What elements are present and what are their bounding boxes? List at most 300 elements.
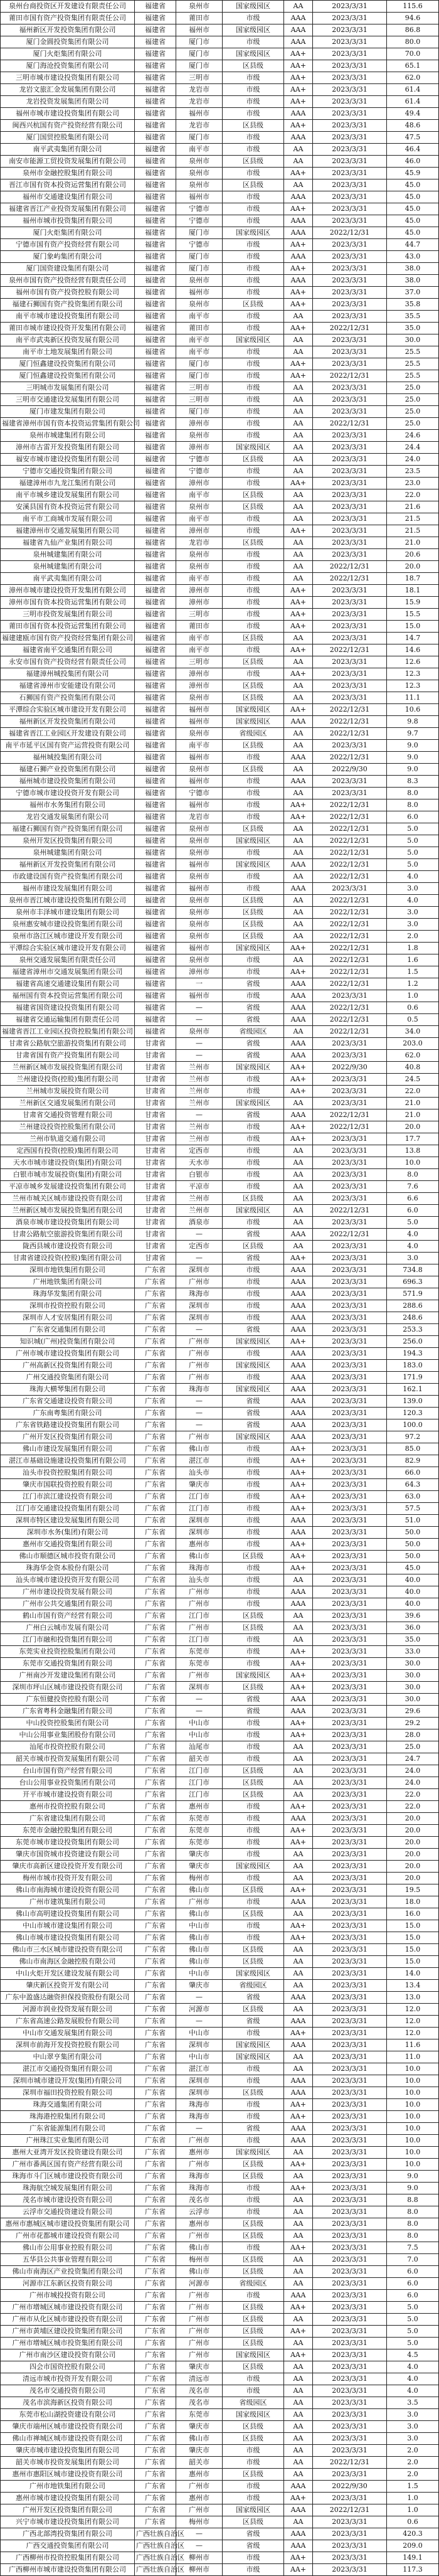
city-cell: 珠海市: [176, 2171, 223, 2183]
province-cell: 广东省: [135, 1825, 176, 1837]
city-cell: 南平市: [176, 644, 223, 656]
table-row: [1, 24, 439, 36]
city-cell: 汕头市: [176, 1574, 223, 1586]
credit-rating-cell: AAA: [284, 978, 313, 990]
province-cell: 广东省: [135, 1527, 176, 1539]
city-cell: 云浮市: [176, 2206, 223, 2218]
credit-rating-cell: AA+: [284, 287, 313, 299]
issuer-name-cell: 湛江市交通投资集团有限公司: [1, 2063, 135, 2075]
credit-rating-cell: AA: [284, 1157, 313, 1169]
admin-level-cell: 市级: [223, 1634, 284, 1646]
issuer-name-cell: 南平武夷集团有限公司: [1, 573, 135, 585]
issuer-name-cell: 漳州市古雷开发投资集团有限公司: [1, 442, 135, 454]
report-date-cell: 2023/3/31: [313, 2552, 387, 2564]
city-cell: —: [176, 1050, 223, 1062]
province-cell: 广东省: [135, 1777, 176, 1789]
table-row: [1, 2266, 439, 2278]
admin-level-cell: 区县级: [223, 1789, 284, 1801]
amount-cell: 100.0: [387, 1419, 439, 1431]
city-cell: 南平市: [176, 573, 223, 585]
province-cell: 广东省: [135, 1419, 176, 1431]
city-cell: 佛山市: [176, 2433, 223, 2445]
table-row: [1, 2528, 439, 2540]
city-cell: 泉州市: [176, 895, 223, 907]
issuer-name-cell: 甘肃省国有资产投资集团有限公司: [1, 1050, 135, 1062]
table-row: [1, 287, 439, 299]
issuer-name-cell: 珠海交通集团有限公司: [1, 2099, 135, 2111]
issuer-name-cell: 中山市城市建设集团有限公司: [1, 1920, 135, 1932]
report-date-cell: 2022/12/31: [313, 1121, 387, 1133]
admin-level-cell: 国家级园区: [223, 704, 284, 716]
credit-rating-cell: AA+: [284, 358, 313, 370]
amount-cell: 11.1: [387, 692, 439, 704]
credit-rating-cell: AAA: [284, 1992, 313, 2004]
province-cell: 福建省: [135, 621, 176, 633]
issuer-name-cell: 福州新区开发投资集团有限公司: [1, 859, 135, 871]
amount-cell: 15.0: [387, 1944, 439, 1956]
city-cell: 广州市: [176, 2481, 223, 2493]
table-row: [1, 1622, 439, 1634]
province-cell: 福建省: [135, 764, 176, 776]
city-cell: 东莞市: [176, 1646, 223, 1658]
table-row: [1, 1777, 439, 1789]
table-row: [1, 1133, 439, 1145]
admin-level-cell: 市级: [223, 96, 284, 108]
city-cell: 宁德市: [176, 788, 223, 799]
amount-cell: 82.9: [387, 1455, 439, 1467]
table-row: [1, 132, 439, 144]
admin-level-cell: 市级: [223, 275, 284, 287]
amount-cell: 22.0: [387, 1801, 439, 1813]
table-row: [1, 1944, 439, 1956]
credit-rating-cell: AAA: [284, 2540, 313, 2552]
credit-rating-cell: AA+: [284, 799, 313, 811]
amount-cell: 3.0: [387, 883, 439, 895]
report-date-cell: 2023/3/31: [313, 2266, 387, 2278]
amount-cell: 7.0: [387, 2254, 439, 2266]
amount-cell: 1.5: [387, 2481, 439, 2493]
admin-level-cell: 市级: [223, 847, 284, 859]
amount-cell: 25.0: [387, 382, 439, 394]
credit-rating-cell: AA: [284, 406, 313, 418]
amount-cell: 14.6: [387, 644, 439, 656]
city-cell: 泉州市: [176, 907, 223, 919]
issuer-name-cell: 厦门火炬集团有限公司: [1, 48, 135, 60]
amount-cell: 209.0: [387, 2540, 439, 2552]
city-cell: 莆田市: [176, 13, 223, 24]
credit-rating-cell: AA: [284, 680, 313, 692]
credit-rating-cell: AA+: [284, 1121, 313, 1133]
amount-cell: 8.8: [387, 2194, 439, 2206]
credit-rating-cell: AAA: [284, 2504, 313, 2516]
province-cell: 广东省: [135, 2504, 176, 2516]
report-date-cell: 2023/3/31: [313, 1551, 387, 1563]
credit-rating-cell: AA: [284, 2266, 313, 2278]
issuer-name-cell: 广东省能源集团有限公司: [1, 2123, 135, 2135]
admin-level-cell: 市级: [223, 2481, 284, 2493]
table-row: [1, 144, 439, 156]
issuer-name-cell: 福建省南平交通集团有限公司: [1, 644, 135, 656]
province-cell: 甘肃省: [135, 1050, 176, 1062]
amount-cell: 8.0: [387, 2218, 439, 2230]
table-row: [1, 501, 439, 513]
city-cell: 泉州市: [176, 299, 223, 311]
amount-cell: 21.0: [387, 1098, 439, 1109]
province-cell: 广东省: [135, 1813, 176, 1825]
report-date-cell: 2023/3/31: [313, 2385, 387, 2397]
issuer-name-cell: 佛山市建设发展集团有限公司: [1, 1443, 135, 1455]
table-row: [1, 48, 439, 60]
report-date-cell: 2023/3/31: [313, 358, 387, 370]
report-date-cell: 2023/3/31: [313, 1515, 387, 1527]
admin-level-cell: 市级: [223, 1598, 284, 1610]
amount-cell: 57.5: [387, 1503, 439, 1515]
admin-level-cell: 市级: [223, 1563, 284, 1574]
province-cell: 福建省: [135, 179, 176, 191]
amount-cell: 25.0: [387, 406, 439, 418]
credit-rating-cell: AA: [284, 1956, 313, 1968]
province-cell: 广东省: [135, 1968, 176, 1980]
amount-cell: 21.5: [387, 525, 439, 537]
city-cell: 兰州市: [176, 1086, 223, 1098]
credit-rating-cell: AA+: [284, 2349, 313, 2361]
credit-rating-cell: AA: [284, 2338, 313, 2349]
amount-cell: 17.7: [387, 1133, 439, 1145]
table-row: [1, 1801, 439, 1813]
report-date-cell: 2023/3/31: [313, 1598, 387, 1610]
table-row: [1, 585, 439, 597]
report-date-cell: 2022/12/31: [313, 2504, 387, 2516]
province-cell: 福建省: [135, 478, 176, 489]
amount-cell: 30.0: [387, 1670, 439, 1682]
city-cell: 中山市: [176, 1968, 223, 1980]
table-row: [1, 2087, 439, 2099]
province-cell: 广东省: [135, 2051, 176, 2063]
report-date-cell: 2023/3/31: [313, 2004, 387, 2016]
admin-level-cell: 市级: [223, 2206, 284, 2218]
province-cell: 广东省: [135, 1384, 176, 1396]
province-cell: 广东省: [135, 1896, 176, 1908]
admin-level-cell: 市级: [223, 2194, 284, 2206]
report-date-cell: 2023/3/31: [313, 60, 387, 72]
province-cell: 福建省: [135, 394, 176, 406]
issuer-name-cell: 莆田市城市建设投资开发集团有限公司: [1, 323, 135, 334]
amount-cell: 66.0: [387, 1467, 439, 1479]
admin-level-cell: 市级: [223, 1801, 284, 1813]
province-cell: 广东省: [135, 1455, 176, 1467]
issuer-name-cell: 泉州城建集团有限公司: [1, 847, 135, 859]
issuer-name-cell: 广西柳州市投资控股集团有限公司: [1, 2552, 135, 2564]
province-cell: 广东省: [135, 1574, 176, 1586]
admin-level-cell: 市级: [223, 394, 284, 406]
amount-cell: 34.0: [387, 1026, 439, 1038]
table-row: [1, 1980, 439, 1992]
province-cell: 福建省: [135, 656, 176, 668]
report-date-cell: 2022/12/31: [313, 895, 387, 907]
city-cell: 福州市: [176, 883, 223, 895]
city-cell: 肇庆市: [176, 1980, 223, 1992]
table-row: [1, 1181, 439, 1193]
amount-cell: 28.0: [387, 1729, 439, 1741]
admin-level-cell: 市级: [223, 1813, 284, 1825]
province-cell: 福建省: [135, 931, 176, 943]
province-cell: 广东省: [135, 2278, 176, 2290]
report-date-cell: 2023/3/31: [313, 537, 387, 549]
admin-level-cell: 省级: [223, 1253, 284, 1264]
issuer-name-cell: 福州城投集团有限公司: [1, 752, 135, 764]
issuer-name-cell: 广州市从化区城市建设投资有限公司: [1, 2314, 135, 2326]
amount-cell: 10.0: [387, 2135, 439, 2147]
admin-level-cell: 区县级: [223, 2469, 284, 2481]
issuer-name-cell: 广州高新区投资集团有限公司: [1, 1360, 135, 1372]
table-row: [1, 1670, 439, 1682]
issuer-name-cell: 南平市城市建设投资集团有限公司: [1, 311, 135, 323]
city-cell: 南平市: [176, 346, 223, 358]
table-row: [1, 1455, 439, 1467]
province-cell: 福建省: [135, 1002, 176, 1014]
amount-cell: 256.0: [387, 1336, 439, 1348]
city-cell: 广州市: [176, 1360, 223, 1372]
admin-level-cell: 区县级: [223, 740, 284, 752]
table-row: [1, 1348, 439, 1360]
province-cell: 福建省: [135, 859, 176, 871]
table-row: [1, 2552, 439, 2564]
amount-cell: 5.0: [387, 2314, 439, 2326]
credit-rating-cell: AA+: [284, 263, 313, 275]
admin-level-cell: 国家级园区: [223, 48, 284, 60]
province-cell: 广东省: [135, 2290, 176, 2302]
city-cell: 深圳市: [176, 1312, 223, 1324]
city-cell: 福州市: [176, 859, 223, 871]
table-row: [1, 1539, 439, 1551]
credit-rating-cell: AA: [284, 895, 313, 907]
city-cell: 泉州市: [176, 847, 223, 859]
city-cell: 福州市: [176, 704, 223, 716]
province-cell: 福建省: [135, 692, 176, 704]
issuer-name-cell: 兰州新区城市发展投资集团有限公司: [1, 1205, 135, 1217]
credit-rating-cell: AAA: [284, 1598, 313, 1610]
admin-level-cell: 市级: [223, 1646, 284, 1658]
admin-level-cell: 省级: [223, 1109, 284, 1121]
table-row: [1, 656, 439, 668]
admin-level-cell: 市级: [223, 1455, 284, 1467]
report-date-cell: 2023/3/31: [313, 36, 387, 48]
issuer-name-cell: 厦门象屿集团有限公司: [1, 251, 135, 263]
credit-rating-cell: AA: [284, 2457, 313, 2469]
admin-level-cell: 市级: [223, 513, 284, 525]
amount-cell: 14.7: [387, 633, 439, 644]
province-cell: 广东省: [135, 1718, 176, 1729]
issuer-name-cell: 福州市水务集团有限公司: [1, 799, 135, 811]
amount-cell: 29.6: [387, 1706, 439, 1718]
table-row: [1, 1491, 439, 1503]
credit-rating-cell: AA: [284, 1169, 313, 1181]
admin-level-cell: 市级: [223, 1074, 284, 1086]
table-row: [1, 621, 439, 633]
report-date-cell: 2023/3/31: [313, 1968, 387, 1980]
credit-rating-cell: AA: [284, 2171, 313, 2183]
city-cell: 茂名市: [176, 2397, 223, 2409]
report-date-cell: 2023/3/31: [313, 1098, 387, 1109]
amount-cell: 183.0: [387, 1360, 439, 1372]
report-date-cell: 2023/3/31: [313, 287, 387, 299]
issuer-name-cell: 甘肃公路航空旅游投资集团有限公司: [1, 1229, 135, 1241]
table-row: [1, 2421, 439, 2433]
city-cell: 江门市: [176, 1503, 223, 1515]
city-cell: 中山市: [176, 1718, 223, 1729]
table-row: [1, 1074, 439, 1086]
credit-rating-cell: AA: [284, 2421, 313, 2433]
issuer-name-cell: 广州市增城区城市投资集团有限公司: [1, 2338, 135, 2349]
admin-level-cell: 国家级园区: [223, 2147, 284, 2159]
admin-level-cell: 市级: [223, 191, 284, 203]
amount-cell: 0.6: [387, 1002, 439, 1014]
admin-level-cell: 区县级: [223, 179, 284, 191]
admin-level-cell: 区县级: [223, 120, 284, 132]
admin-level-cell: 市级: [223, 1873, 284, 1884]
city-cell: 广州市: [176, 2314, 223, 2326]
issuer-name-cell: 兰州市城关区城市建设投资有限公司: [1, 1193, 135, 1205]
province-cell: 福建省: [135, 811, 176, 823]
report-date-cell: 2023/3/31: [313, 2039, 387, 2051]
city-cell: 江门市: [176, 1634, 223, 1646]
report-date-cell: 2023/3/31: [313, 1884, 387, 1896]
city-cell: 泉州市: [176, 179, 223, 191]
city-cell: 酒泉市: [176, 1217, 223, 1229]
issuer-name-cell: 南平市武夷新区投资发展有限公司: [1, 334, 135, 346]
table-row: [1, 1884, 439, 1896]
credit-rating-cell: AAA: [284, 191, 313, 203]
admin-level-cell: 区县级: [223, 895, 284, 907]
report-date-cell: 2023/3/31: [313, 1706, 387, 1718]
amount-cell: 43.0: [387, 251, 439, 263]
table-row: [1, 120, 439, 132]
credit-rating-cell: AA+: [284, 1920, 313, 1932]
issuer-name-cell: 惠州大亚湾开发区投资建设有限公司: [1, 2147, 135, 2159]
issuer-name-cell: 龙岩文旅汇金发展集团有限公司: [1, 84, 135, 96]
table-row: [1, 1264, 439, 1276]
admin-level-cell: 省级: [223, 1014, 284, 1026]
credit-rating-cell: AAA: [284, 13, 313, 24]
admin-level-cell: 省级: [223, 1050, 284, 1062]
report-date-cell: 2023/3/31: [313, 1503, 387, 1515]
report-date-cell: 2023/3/31: [313, 1324, 387, 1336]
issuer-name-cell: 珠海市斗门区城市建设投资有限公司: [1, 2171, 135, 2183]
admin-level-cell: 市级: [223, 144, 284, 156]
table-row: [1, 1288, 439, 1300]
province-cell: 广东省: [135, 1610, 176, 1622]
amount-cell: 1.8: [387, 943, 439, 954]
amount-cell: 9.0: [387, 2183, 439, 2194]
credit-rating-cell: AA: [284, 2063, 313, 2075]
province-cell: 福建省: [135, 776, 176, 788]
amount-cell: 2.0: [387, 2457, 439, 2469]
amount-cell: 3.0: [387, 2421, 439, 2433]
city-cell: 东莞市: [176, 1813, 223, 1825]
city-cell: 宁德市: [176, 215, 223, 227]
issuer-name-cell: 宁德市交通投资集团有限公司: [1, 466, 135, 478]
report-date-cell: 2023/3/31: [313, 2242, 387, 2254]
table-row: [1, 1217, 439, 1229]
province-cell: 广东省: [135, 2302, 176, 2314]
amount-cell: 35.8: [387, 299, 439, 311]
table-row: [1, 907, 439, 919]
city-cell: 泉州市: [176, 931, 223, 943]
credit-rating-cell: AA: [284, 788, 313, 799]
city-cell: 深圳市: [176, 1515, 223, 1527]
credit-rating-cell: AA: [284, 1861, 313, 1873]
report-date-cell: 2022/12/31: [313, 871, 387, 883]
credit-rating-cell: AA+: [284, 1455, 313, 1467]
admin-level-cell: 市级: [223, 72, 284, 84]
amount-cell: 70.0: [387, 48, 439, 60]
report-date-cell: 2023/3/31: [313, 1753, 387, 1765]
table-row: [1, 346, 439, 358]
table-row: [1, 1145, 439, 1157]
province-cell: 广东省: [135, 2218, 176, 2230]
issuer-name-cell: 广州市增城区城市建设投资有限公司: [1, 2302, 135, 2314]
issuer-name-cell: 福建漳州城投集团有限公司: [1, 668, 135, 680]
credit-rating-cell: AAA: [284, 1515, 313, 1527]
credit-rating-cell: AA: [284, 2469, 313, 2481]
table-row: [1, 1646, 439, 1658]
credit-rating-cell: AAA: [284, 1229, 313, 1241]
amount-cell: 248.6: [387, 1312, 439, 1324]
province-cell: 甘肃省: [135, 1062, 176, 1074]
issuer-name-cell: 泉州市晋江城市建设投资集团有限公司: [1, 895, 135, 907]
city-cell: 梅州市: [176, 2254, 223, 2266]
amount-cell: 44.7: [387, 239, 439, 251]
issuer-name-cell: 广州白云城市发展有限公司: [1, 1622, 135, 1634]
report-date-cell: 2022/12/31: [313, 931, 387, 943]
table-row: [1, 990, 439, 1002]
amount-cell: 5.0: [387, 823, 439, 835]
report-date-cell: 2023/3/31: [313, 96, 387, 108]
amount-cell: 20.0: [387, 561, 439, 573]
city-cell: 梅州市: [176, 1873, 223, 1884]
issuer-name-cell: 宁德市城市建设投资开发有限公司: [1, 788, 135, 799]
table-row: [1, 943, 439, 954]
city-cell: —: [176, 1014, 223, 1026]
admin-level-cell: 市级: [223, 2552, 284, 2564]
credit-rating-cell: AAA: [284, 1384, 313, 1396]
province-cell: 福建省: [135, 573, 176, 585]
issuer-name-cell: 厦门海沧投资集团有限公司: [1, 60, 135, 72]
credit-rating-cell: AA: [284, 2147, 313, 2159]
province-cell: 广东省: [135, 1956, 176, 1968]
province-cell: 福建省: [135, 382, 176, 394]
credit-rating-cell: AAA: [284, 275, 313, 287]
report-date-cell: 2023/3/31: [313, 179, 387, 191]
admin-level-cell: 市级: [223, 132, 284, 144]
issuer-name-cell: 韶关市城市投资发展集团有限公司: [1, 1753, 135, 1765]
admin-level-cell: 省级: [223, 1396, 284, 1408]
issuer-name-cell: 福建省漳州市交通发展集团有限公司: [1, 966, 135, 978]
province-cell: 广东省: [135, 1765, 176, 1777]
city-cell: —: [176, 1408, 223, 1419]
report-date-cell: 2023/3/31: [313, 2147, 387, 2159]
amount-cell: 45.0: [387, 179, 439, 191]
credit-rating-cell: AAA: [284, 1586, 313, 1598]
admin-level-cell: 国家级园区: [223, 1968, 284, 1980]
credit-rating-cell: AA: [284, 728, 313, 740]
issuer-name-cell: 厦门金圆投资集团有限公司: [1, 36, 135, 48]
city-cell: 厦门市: [176, 60, 223, 72]
amount-cell: 4.0: [387, 2385, 439, 2397]
issuer-name-cell: 厦门恒鑫建设投资集团有限公司: [1, 370, 135, 382]
report-date-cell: 2023/3/31: [313, 168, 387, 179]
admin-level-cell: 区县级: [223, 2516, 284, 2528]
